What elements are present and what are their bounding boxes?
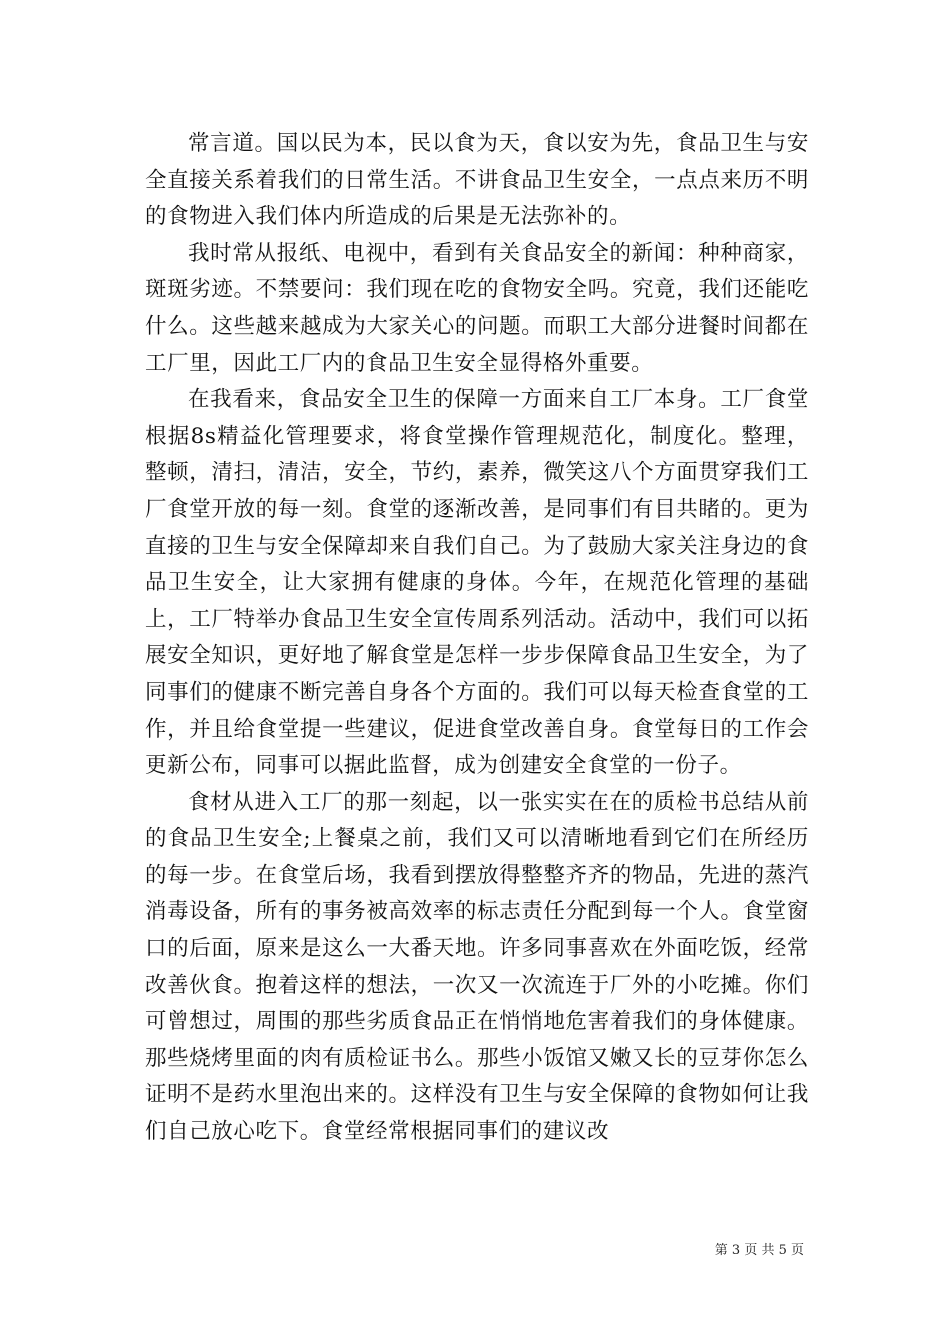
document-body <box>145 126 809 1151</box>
paragraph-2: 我时常从报纸、电视中，看到有关食品安全的新闻：种种商家，斑斑劣迹。不禁要问：我们现在吃的食物安全吗。究竟，我们还能吃什么。这些越来越成为大家关心的问题。而职工大部分进餐时间都在工厂里，因此工厂内的食品卫生安全显得格外重要。 <box>145 240 809 376</box>
paragraph-4: 食材从进入工厂的那一刻起，以一张实实在在的质检书总结从前的食品卫生安全;上餐桌之前，我们又可以清晰地看到它们在所经历的每一步。在食堂后场，我看到摆放得整整齐齐的物品，先进的蒸汽消毒设备，所有的事务被高效率的标志责任分配到每一个人。食堂窗口的后面，原来是这么一大番天地。许多同事喜欢在外面吃饭，经常改善伙食。抱着这样的想法，一次又一次流连于厂外的小吃摊。你们可曾想过，周围的那些劣质食品正在悄悄地危害着我们的身体健康。那些烧烤里面的肉有质检证书么。那些小饭馆又嫩又长的豆芽你怎么证明不是药水里泡出来的。这样没有卫生与安全保障的食物如何让我们自己放心吃下。食堂经常根据同事们的建议改 <box>145 789 809 1145</box>
paragraph-1: 常言道。国以民为本，民以食为天，食以安为先，食品卫生与安全直接关系着我们的日常生活。不讲食品卫生安全，一点点来历不明的食物进入我们体内所造成的后果是无法弥补的。 <box>145 131 809 230</box>
paragraph-3: 在我看来，食品安全卫生的保障一方面来自工厂本身。工厂食堂根据8s精益化管理要求，将食堂操作管理规范化，制度化。整理，整顿，清扫，清洁，安全，节约，素养，微笑这八个方面贯穿我们工厂食堂开放的每一刻。食堂的逐渐改善，是同事们有目共睹的。更为直接的卫生与安全保障却来自我们自己。为了鼓励大家关注身边的食品卫生安全，让大家拥有健康的身体。今年，在规范化管理的基础上，工厂特举办食品卫生安全宣传周系列活动。活动中，我们可以拓展安全知识，更好地了解食堂是怎样一步步保障食品卫生安全，为了同事们的健康不断完善自身各个方面的。我们可以每天检查食堂的工作，并且给食堂提一些建议，促进食堂改善自身。食堂每日的工作会更新公布，同事可以据此监督，成为创建安全食堂的一份子。 <box>145 387 809 779</box>
page-number-footer: 第 3 页 共 5 页 <box>714 1243 804 1258</box>
